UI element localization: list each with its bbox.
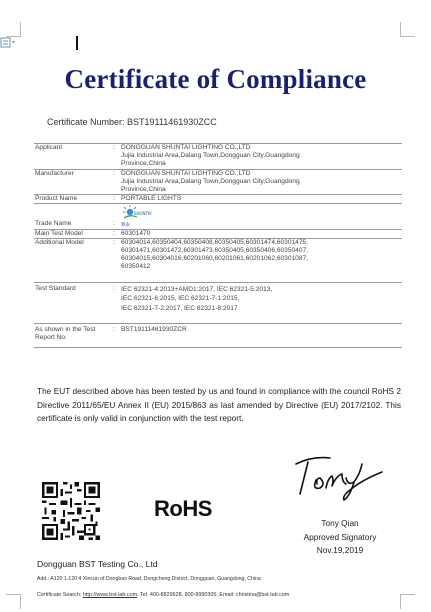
certificate-date: Nov.19,2019 <box>316 545 364 555</box>
row-value <box>121 204 402 229</box>
row-value-line: 60301471,60301472,60301473,60350405,60350406,60350407, <box>121 247 309 255</box>
row-value <box>121 238 402 282</box>
table-row-test-standard <box>34 282 402 324</box>
row-colon: : <box>113 229 121 238</box>
row-label: Additional Model <box>34 238 113 282</box>
table-row-additional-model <box>34 238 402 282</box>
row-colon: : <box>113 195 121 204</box>
rohs-logo: RoHS <box>154 496 212 521</box>
table-row-applicant <box>34 144 402 170</box>
certificate-title: Certificate of Compliance <box>64 64 367 94</box>
page-corner-bottom-left <box>6 594 21 609</box>
certificate-search <box>37 592 289 598</box>
row-value-line: 60304015,60304016,60201060,60201061,60201062,60301087, <box>121 255 309 263</box>
layout-options-icon[interactable] <box>0 36 18 48</box>
row-value-line: DONGGUAN SHUNTAI LIGHTING CO.,LTD <box>121 144 251 151</box>
certificate-number <box>47 117 217 127</box>
page-corner-bottom-right <box>400 594 415 609</box>
search-link[interactable]: http://www.bst-lab.com <box>82 592 138 598</box>
row-label: Manufacturer <box>34 169 113 195</box>
row-value-line: DONGGUAN SHUNTAI LIGHTING CO.,LTD <box>121 169 251 177</box>
trade-name-label: Trade Name <box>35 220 72 228</box>
row-value-line: IEC 62321-4:2013+AMD1:2017, IEC 62321-5:2013, <box>121 285 273 293</box>
row-value-line: Jujia Industrial Area,Dalang Town,Dongguan City,Guangdong <box>121 152 300 160</box>
trade-logo <box>121 204 161 228</box>
issuer-address: Add.: A120 1-120 4 Xincun of Dongbao Road, Dongcheng District, Dongguan, Guangdong, China <box>37 576 261 582</box>
row-value <box>121 282 402 324</box>
row-value: BST19111461930ZCR <box>121 324 402 347</box>
row-colon: : <box>113 324 121 347</box>
row-value <box>121 144 402 170</box>
row-colon: : <box>113 238 121 282</box>
table-row-product-name <box>34 195 402 204</box>
row-colon: : <box>113 144 121 170</box>
table-row-manufacturer <box>34 169 402 195</box>
svg-text:SHUNTAI: SHUNTAI <box>134 211 152 217</box>
row-value-line: IEC 62321-6:2015, IEC 62321-7-1:2015, <box>121 295 240 303</box>
row-label: Product Name <box>34 195 113 204</box>
row-value-line: Province,China <box>121 186 166 194</box>
row-colon: : <box>113 204 121 229</box>
signatory-role: Approved Signatory <box>303 531 377 542</box>
row-value-line: 60350412 <box>121 263 151 271</box>
page-corner-top-left <box>6 22 21 37</box>
signatory-name: Tony Qian <box>321 518 359 528</box>
row-label: As shown in the Test Report No. <box>34 324 113 347</box>
row-value <box>121 169 402 195</box>
text-cursor <box>76 36 78 50</box>
table-row-main-test-model <box>34 229 402 238</box>
row-value: PORTABLE LIGHTS <box>121 195 402 204</box>
handwritten-signature <box>290 450 390 506</box>
row-colon: : <box>113 282 121 324</box>
signatory-block <box>290 517 390 558</box>
row-label <box>34 204 113 229</box>
row-label: Applicant <box>34 144 113 170</box>
certificate-details-table <box>34 143 402 348</box>
row-value-line: Province,China <box>121 160 166 168</box>
qr-code <box>42 482 100 540</box>
row-label: Test Standard <box>34 282 113 324</box>
row-value: 60301470 <box>121 229 402 238</box>
trade-logo-text: 顺泰 <box>121 222 130 228</box>
page-corner-top-right <box>400 22 415 37</box>
row-colon: : <box>113 169 121 195</box>
issuer-company: Dongguan BST Testing Co., Ltd <box>37 559 158 569</box>
table-row-trade-name <box>34 204 402 229</box>
row-value-line: Jujia Industrial Area,Dalang Town,Dongguan City,Guangdong <box>121 177 300 185</box>
compliance-statement: The EUT described above has been tested by us and found in compliance with the council RoHS 2 Directive 2011/65/EU Annex II (EU) 2015/863 as last amended by Directive (EU) 2017/2102. This certificate is only valid in conjunction with the test report. <box>37 386 401 423</box>
table-row-test-report <box>34 324 402 347</box>
row-value-line: 60304014,60350404,60350408,60350405,60301474,60301475, <box>121 238 309 246</box>
row-value-line: IEC 62321-7-2:2017, IEC 62321-8:2017 <box>121 304 238 312</box>
row-label: Main Test Model <box>34 229 113 238</box>
certificate-number-value: BST19111461930ZCC <box>127 117 217 127</box>
contact-details: , Tel: 400-8829628, 800-9990305, Email: christina@bst-lab.com <box>137 592 290 598</box>
certificate-number-label: Certificate Number: <box>47 117 125 127</box>
sun-logo-icon <box>121 204 152 222</box>
search-label: Certificate Search: <box>37 592 82 598</box>
